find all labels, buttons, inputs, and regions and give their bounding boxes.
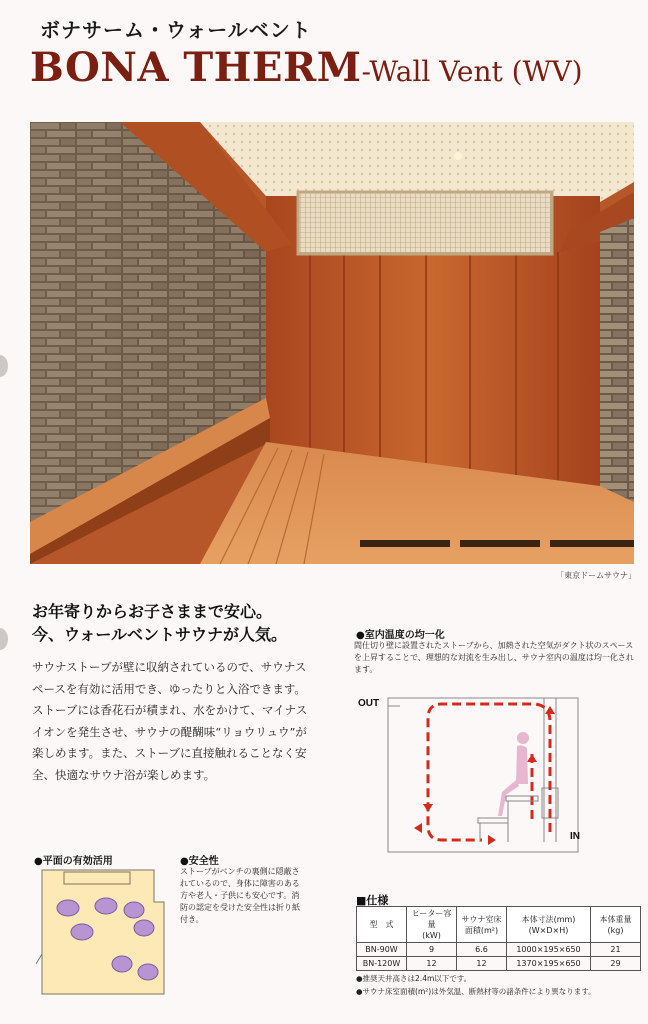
- photo-caption: 「東京ドームサウナ」: [556, 571, 636, 580]
- table-cell: 21: [591, 943, 641, 957]
- sauna-photo: [30, 122, 634, 564]
- floor-plan-diagram: [36, 866, 166, 996]
- headline-line-2: 今、ウォールベントサウナが人気。: [32, 625, 288, 644]
- spec-header-heater: ヒーター容量 (kW): [407, 907, 457, 943]
- safety-title: ●安全性: [180, 856, 219, 867]
- table-cell: 12: [457, 957, 507, 971]
- table-cell: 29: [591, 957, 641, 971]
- spec-notes: [356, 972, 596, 998]
- in-label: IN: [570, 831, 580, 842]
- table-cell: 1370×195×650: [507, 957, 591, 971]
- table-cell: 9: [407, 943, 457, 957]
- table-cell: BN-120W: [357, 957, 407, 971]
- table-row: [357, 943, 641, 957]
- binder-hole: [0, 355, 8, 377]
- spec-title: ■仕様: [356, 894, 389, 907]
- table-cell: 1000×195×650: [507, 943, 591, 957]
- spec-header-area: サウナ室床 面積(m²): [457, 907, 507, 943]
- kana-title: ボナサーム・ウォールベント: [40, 18, 312, 42]
- body-text: サウナストーブが壁に収納されているので、サウナスペースを有効に活用でき、ゆったりと入浴できます。ストーブには香花石が積まれ、水をかけて、マイナスイオンを発生させ、サウナの醍醐味“リョウリュウ”が楽しめます。また、ストーブに直接触れることなく安全、快適なサウナ浴が楽しめます。: [32, 660, 308, 782]
- headline-line-1: お年寄りからお子さままで安心。: [32, 602, 273, 621]
- product-subtitle: -Wall Vent (WV): [361, 55, 583, 88]
- temperature-text: 間仕切り壁に設置されたストーブから、加熱された空気がダクト状のスペースを上昇することで、理想的な対流を生み出し、サウナ室内の温度は均一化されます。: [354, 641, 634, 674]
- spec-header-model: 型 式: [357, 907, 407, 943]
- table-cell: 12: [407, 957, 457, 971]
- table-row: [357, 957, 641, 971]
- safety-text: ストーブがベンチの裏側に隠蔽されているので、身体に障害のある方や老人・子供にも安心です。消防の認定を受けた安全性は折り紙付き。: [180, 867, 300, 924]
- temperature-title: ●室内温度の均一化: [356, 630, 445, 641]
- spec-header-dimensions: 本体寸法(mm) (W×D×H): [507, 907, 591, 943]
- product-title: [30, 44, 583, 91]
- spec-header-weight: 本体重量 (kg): [591, 907, 641, 943]
- floor-plan-title: ●平面の有効活用: [34, 856, 113, 867]
- spec-table: [356, 906, 641, 971]
- spec-note: ●サウナ床室面積(m²)は外気温、断熱材等の諸条件により異なります。: [356, 987, 596, 996]
- table-cell: 6.6: [457, 943, 507, 957]
- spec-note: ●推奨天井高さは2.4m以下です。: [356, 974, 472, 983]
- convection-diagram: [356, 692, 586, 858]
- headline: [32, 600, 287, 646]
- spec-header-row: [357, 907, 641, 943]
- product-name: BONA THERM: [30, 44, 362, 91]
- out-label: OUT: [358, 698, 380, 709]
- table-cell: BN-90W: [357, 943, 407, 957]
- sauna-illustration: [30, 122, 634, 564]
- binder-hole: [0, 628, 8, 650]
